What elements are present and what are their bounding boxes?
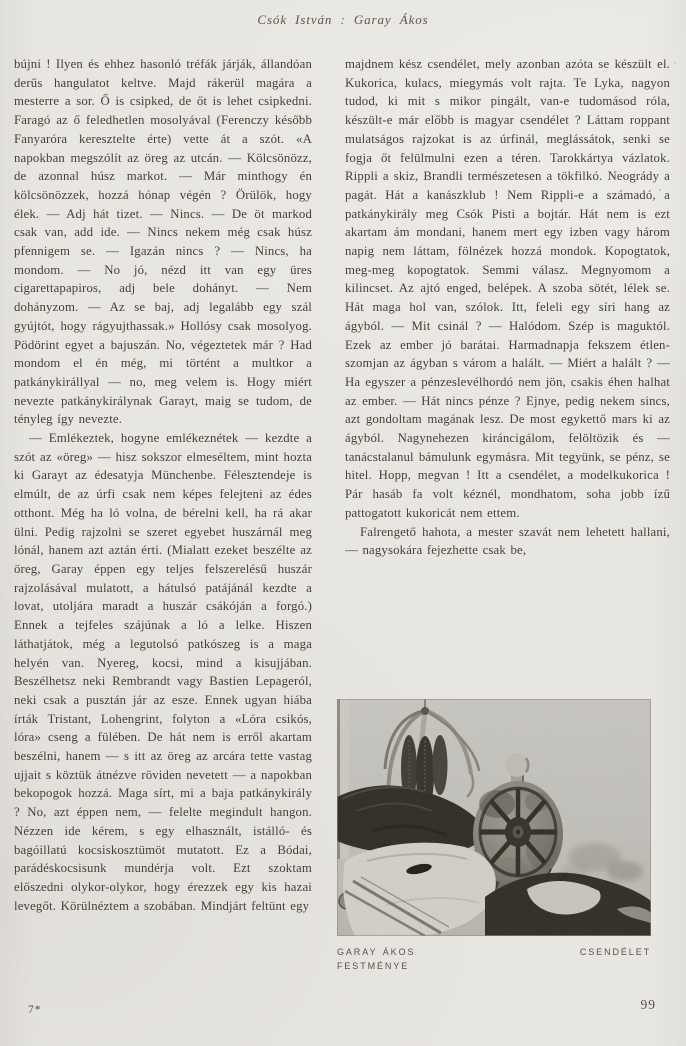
page-footer: [14, 997, 672, 1016]
caption-artist: [337, 945, 415, 973]
text-column-right: [337, 55, 670, 991]
caption-artist-name: GARAY ÁKOS: [337, 947, 416, 957]
figure-still-life: [337, 699, 651, 973]
paragraph: Falrengető hahota, a mester szavát nem lehetett hallani, — nagysokára fejezhette csak be,: [345, 524, 670, 558]
running-header-title: Csók István : Garay Ákos: [257, 12, 429, 27]
paragraph: — Emlékeztek, hogyne emlékeznétek — kezdte a szót az «öreg» — hisz sokszor elmeséltem, mint hozta ki Garayt az édesatyja Münchenbe. Félesztendeje is elmúlt, de az úrfi csak nem képes felejteni az édes otthont. Még ha ló volna, de bérelni kell, ha rá akar ülni. Pedig rajzolni se szeret egyebet huszárnál meg lónál, hanem azt aztán érti. (Mialatt ezeket beszélte az öreg, Garay éppen egy teljes felszerelésű huszár rajzolásával mulatott, a hátulsó patájánál kezdte a lovat, utoljára maradt a huszár csákóján a forgó.) Ennek a tejfeles szájúnak a ló a lelke. Hiszen láthatjátok, még a legutolsó patkószeg is a maga helyén van. Nyereg, kocsi, mind a kisujjában. Beszélhetsz neki Rembrandt vagy Bastien Lepageról, neki csak a pusztán jár az esze. Ennek ugyan hiába írták Tristant, Lohengrint, folyton a «Lóra csikós, lóra» cseng a fülében. De hát nem is erről akartam beszélni, hanem — s itt az öreg az arcára tette vastag ujjait s köztük átnézve röviden nevetett — a napokban bekopogok hozzá. Maga sírt, mi a baja patkánykirály ? No, azt éppen nem, — felelte megindult hangon. Nézzen ide kérem, s egy elhasznált, istálló- és bagóillatú kocsiskosztümöt mutatott. Ez a Bódai, parádéskocsisunk mundérja volt. Ezt szoktam előszedni olykor-olykor, hogy érezzek egy kis hazai levegőt. Körülnéztem a szobában. Mindjárt feltünt egy: [14, 431, 312, 913]
caption-artist-medium: FESTMÉNYE: [337, 961, 410, 971]
signature-mark: 7*: [28, 1004, 42, 1016]
page-number: 99: [640, 997, 656, 1012]
text-column-right-body: [345, 55, 670, 688]
figure-captions: [337, 945, 651, 973]
caption-title: CSENDÉLET: [579, 947, 651, 957]
still-life-painting-image: [337, 699, 651, 936]
text-column-left: [14, 55, 312, 991]
page-body: [14, 55, 670, 991]
paragraph: majdnem kész csendélet, mely azonban azóta se készült el. Kukorica, kulacs, miegymás volt rajta. Te Lyka, nagyon tudod, ki mit s mikor pingált, van-e tudomásod róla, készült-e már előbb is magyar csendélet ? Láttam roppant mulatságos rajzokat is az úrfinál, meglássátok, senki se fogja őt felülmulni ezen a téren. Tarokkártya vázlatok. Rippli a skiz, Brandli természetesen a tökfilkó. Neogrády a pagát. Hát a kanászklub ! Nem Rippli-e a számadó, a patkánykirály meg Csók Pisti a bojtár. Hát nem is ezt akartam ám mondani, hanem mert egy izben vagy három napig nem láttam, fölnézek hozzá mondok. Kopogtatok, meg-meg kopogtatok. Semmi válasz. Megnyomom a kilincset. Az ajtó enged, belépek. A szoba sötét, lélek se. Hát maga hol van, szólok. Itt, feleli egy síri hang az ágyból. — Mit csinál ? — Halódom. Szép is maguktól. Ezek az ember jó barátai. Harmadnapja fekszem étlen-szomjan az ágyban s várom a halált. — Miért a halált ? — Ha egyszer a pénzeslevélhordó nem jön, csakis éhen halhat az ember. — Hát nincs pénze ? Ejnye, pedig nekem sincs, azt gondoltam magának lesz. De most egykettő mars ki az ágyból. Nagynehezen kiráncigálom, felöltözik és — tanácstalanul bámulunk egymásra. Mit tegyünk, se pénz, se hitel. Hopp, megvan ! Itt a csendélet, a modelkukorica ! Pár hasáb fa volt kéznél, mondhatom, soha jobb ízű pattogatott kukoricát nem ettem.: [345, 57, 670, 520]
paragraph: bújni ! Ilyen és ehhez hasonló tréfák járják, állandóan derűs hangulatot keltve. Majd rákerül magára a mesterre a sor. Ő is csipked, de őt is lehet csipkedni. Faragó az ő feledhetlen mosolyával (Ferenczy később Fanyaróra keresztelte érte) vette át a szót. «A napokban megszólít az öreg az utcán. — Kölcsönözz, de azonnal húsz markot. — Már minthogy én kölcsönözzek, hozzá hónap végén ? Örülök, hogy élek. — Adj hát tizet. — Nincs. — De öt markod csak van, add ide. — Nincs nekem még csak húsz pfennigem se. — Igazán nincs ? — Nincs, ha mondom. — No jó, nézd itt van egy üres cigarettapapiros, adj bele dohányt. — Nem dohányzom. — Az se baj, adj legalább egy szál gyújtót, hogy rágyujthassak.» Hollósy csak mosolyog. Pödörint egyet a bajuszán. No, végeztetek már ? Had mondom el én még, mi történt a multkor a patkánykirállyal — no, meg velem is. Hogy miért nevezte patkánykirálynak Garayt, maig se tudom, de tényleg így nevezte.: [14, 57, 312, 427]
